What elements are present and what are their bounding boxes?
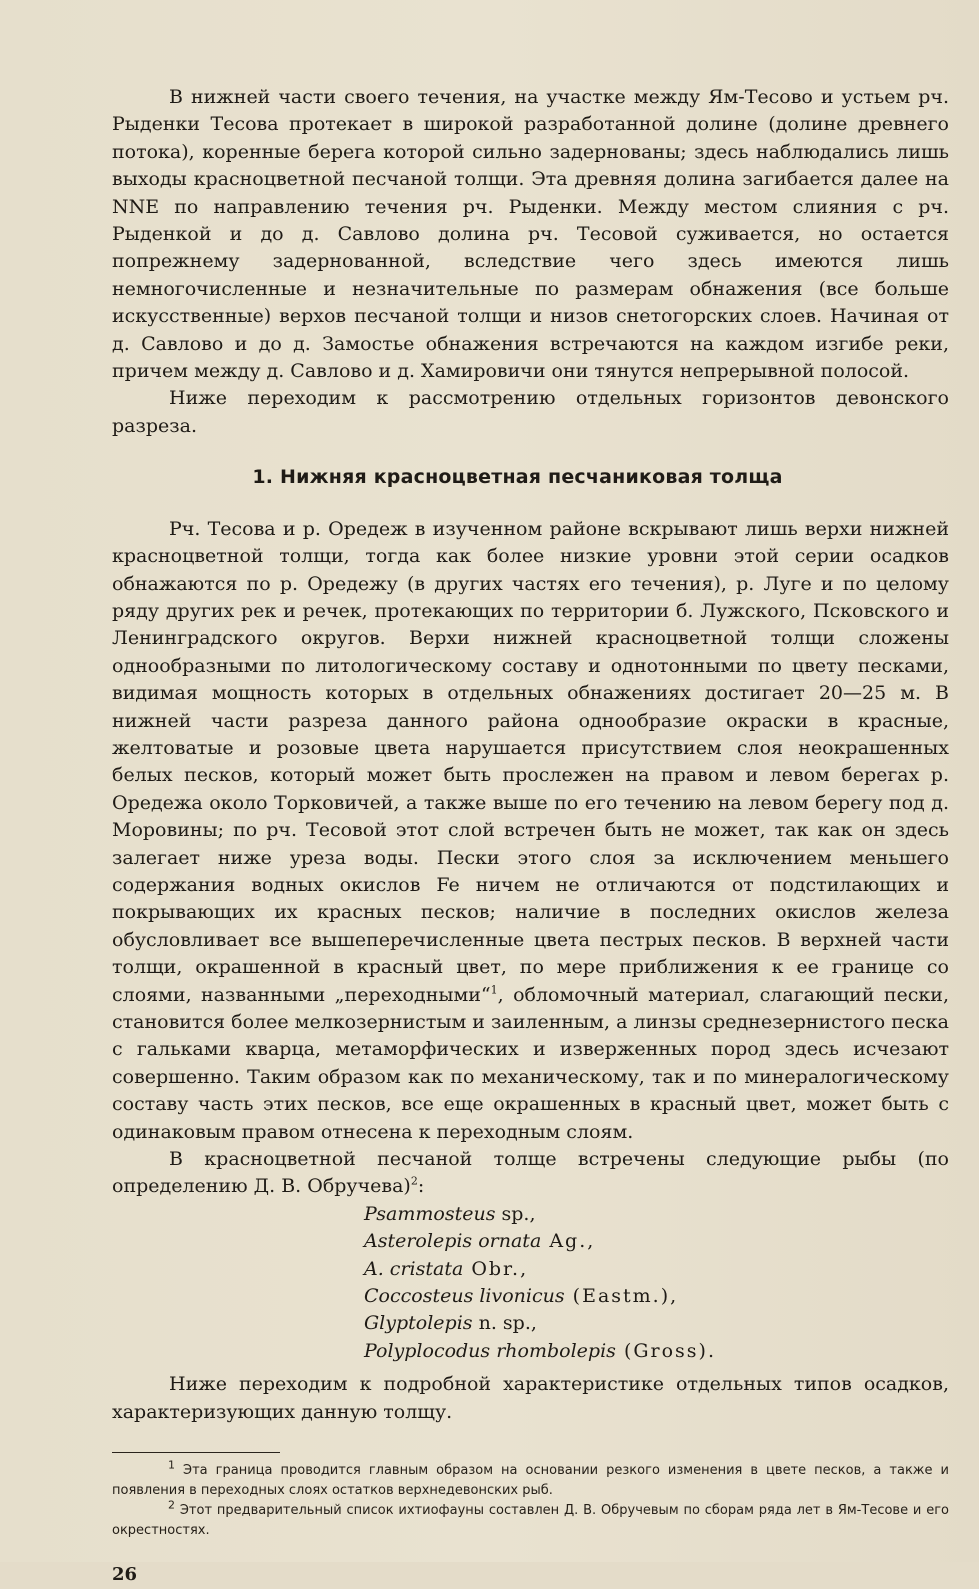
species-item (364, 1283, 949, 1310)
species-author: Ag., (541, 1230, 596, 1253)
footnote-mark: 1 (168, 1458, 175, 1472)
paragraph-redbed-description (112, 516, 949, 1146)
paragraph-redbed-text-2: , обломочный материал, слагающий пески, становится более мелкозернистым и заиленным, а линзы среднезернистого песка с гальками кварца, метаморфических и изверженных пород здесь исчезают совершенно. Таким образом как по механическому, так и по минералогическому составу часть этих песков, все еще окрашенных в красный цвет, может быть с одинаковым правом отнесена к переходным слоям. (112, 983, 949, 1143)
footnote-text: Эта граница проводится главным образом на основании резкого изменения в цвете песков, а также и появления в переходных слоях остатков верхнедевонских рыб. (112, 1463, 949, 1499)
page-number: 26 (112, 1564, 138, 1586)
section-title: 1. Нижняя красноцветная песчаниковая толща (252, 466, 783, 489)
species-author: (Eastm.), (564, 1285, 679, 1308)
species-name: Coccosteus livonicus (364, 1285, 565, 1308)
species-item (364, 1338, 949, 1365)
paragraph-fish-intro (112, 1146, 949, 1201)
paragraph-river-valley: В нижней части своего течения, на участке между Ям-Тесово и устьем рч. Рыденки Тесова протекает в широкой разработанной долине (долине древнего потока), коренные берега которой сильно задернованы; здесь наблюдались лишь выходы красноцветной песчаной толщи. Эта древняя долина загибается далее на NNE по направлению течения рч. Рыденки. Между местом слияния с рч. Рыденкой и до д. Савлово долина рч. Тесовой суживается, но остается попрежнему задернованной, вследствие чего здесь имеются лишь немногочисленные и незначительные по размерам обнажения (все больше искусственные) верхов песчаной толщи и низов снетогорских слоев. Начиная от д. Савлово и до д. Замостье обнажения встречаются на каждом изгибе реки, причем между д. Савлово и д. Хамировичи они тянутся непрерывной полосой. (112, 86, 949, 383)
footnote-text: Этот предварительный список ихтиофауны составлен Д. В. Обручевым по сборам ряда лет в Ям-Тесове и его окрестностях. (112, 1503, 949, 1539)
paragraph-redbed-text-1: Рч. Тесова и р. Оредеж в изученном районе вскрывают лишь верхи нижней красноцветной толщи, тогда как более низкие уровни этой серии осадков обнажаются по р. Оредежу (в других частях его течения), р. Луге и по целому ряду других рек и речек, протекающих по территории б. Лужского, Псковского и Ленинградского округов. Верхи нижней красноцветной толщи сложены однообразными по литологическому составу и однотонными по цвету песками, видимая мощность которых в отдельных обнажениях достигает 20—25 м. В нижней части разреза данного района однообразие окраски в красные, желтоватые и розовые цвета нарушается присутствием слоя неокрашенных белых песков, который может быть прослежен на правом и левом берегах р. Оредежа около Торковичей, а также выше по его течению на левом берегу под д. Моровины; по рч. Тесовой этот слой встречен быть не может, так как он здесь залегает ниже уреза воды. Пески этого слоя за исключением меньшего содержания водных окислов Fe ничем не отличаются от подстилающих и покрывающих их красных песков; наличие в последних окислов железа обусловливает все вышеперечисленные цвета пестрых песков. В верхней части толщи, окрашенной в красный цвет, по мере приближения к ее границе со слоями, названными „переходными“ (112, 517, 949, 1006)
species-author: Obr., (463, 1257, 529, 1280)
species-name: Psammosteus (364, 1202, 496, 1225)
footnotes (112, 1458, 949, 1541)
species-name: Glyptolepis (364, 1312, 473, 1335)
footnote-ref-2: 2 (410, 1175, 418, 1189)
species-author: sp., (495, 1202, 536, 1225)
species-item (364, 1256, 949, 1283)
paragraph-transition: Ниже переходим к рассмотрению отдельных горизонтов девонского разреза. (112, 387, 949, 437)
paragraph-closing: Ниже переходим к подробной характеристике отдельных типов осадков, характеризующих данную толщу. (112, 1373, 949, 1423)
footnote-1 (112, 1458, 949, 1501)
fish-intro-text: В красноцветной песчаной толще встречены следующие рыбы (по определению Д. В. Обручева) (112, 1148, 949, 1198)
species-name: Polyplocodus rhombolepis (364, 1339, 616, 1362)
species-list (364, 1201, 949, 1365)
fish-intro-colon: : (417, 1175, 425, 1198)
footnote-ref-1: 1 (490, 983, 498, 997)
species-author: n. sp., (472, 1312, 537, 1335)
footnote-divider (112, 1452, 280, 1453)
species-item (364, 1228, 949, 1255)
footnote-mark: 2 (168, 1498, 175, 1512)
species-item (364, 1310, 949, 1337)
species-name: Asterolepis ornata (364, 1230, 542, 1253)
species-name: A. cristata (364, 1257, 464, 1280)
body-text (112, 84, 949, 440)
species-author: (Gross). (615, 1339, 717, 1362)
footnote-2 (112, 1498, 949, 1541)
species-item (364, 1201, 949, 1228)
